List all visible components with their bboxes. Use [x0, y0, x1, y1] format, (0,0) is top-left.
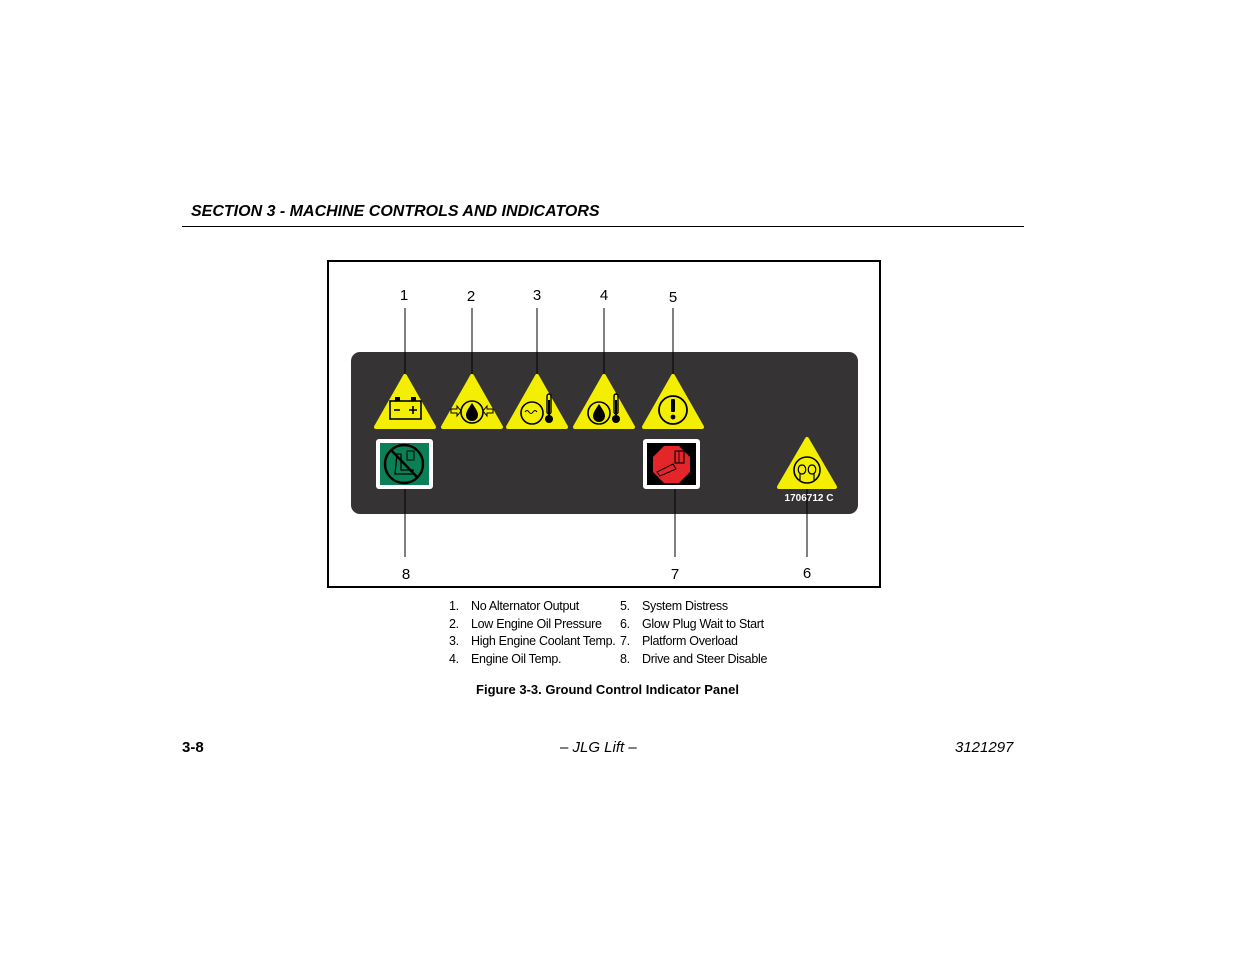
header-rule: [182, 226, 1024, 227]
legend-item: 5. System Distress: [620, 599, 728, 613]
page-number: 3-8: [182, 739, 204, 756]
legend-right-column: [620, 598, 767, 668]
callout-8: 8: [401, 566, 411, 583]
section-title: SECTION 3 - MACHINE CONTROLS AND INDICATORS: [191, 203, 600, 220]
platform-overload-icon: [643, 439, 700, 489]
part-number-label: 1706712 C: [784, 493, 834, 504]
legend-item: 4. Engine Oil Temp.: [449, 651, 562, 666]
callout-5: 5: [668, 289, 678, 306]
legend-left-column: [449, 598, 615, 668]
indicator-panel-drawing: [327, 260, 881, 588]
figure-caption: Figure 3-3. Ground Control Indicator Panel: [476, 682, 739, 697]
indicator-panel-figure: [327, 260, 881, 588]
callout-3: 3: [532, 287, 542, 304]
legend-item: 8. Drive and Steer Disable: [620, 651, 768, 666]
document-number: 3121297: [955, 739, 1014, 756]
drive-steer-disable-icon: [376, 439, 433, 489]
legend-item: 2. Low Engine Oil Pressure: [449, 616, 602, 631]
legend-item: 1. No Alternator Output: [449, 599, 579, 613]
footer-brand: – JLG Lift –: [560, 739, 637, 756]
legend-item: 6. Glow Plug Wait to Start: [620, 616, 764, 631]
callout-4: 4: [599, 287, 609, 304]
callout-7: 7: [670, 566, 680, 583]
callout-6: 6: [802, 565, 812, 582]
callout-1: 1: [399, 287, 409, 304]
callout-2: 2: [466, 288, 476, 305]
legend-item: 3. High Engine Coolant Temp.: [449, 634, 616, 648]
legend-item: 7. Platform Overload: [620, 634, 738, 648]
